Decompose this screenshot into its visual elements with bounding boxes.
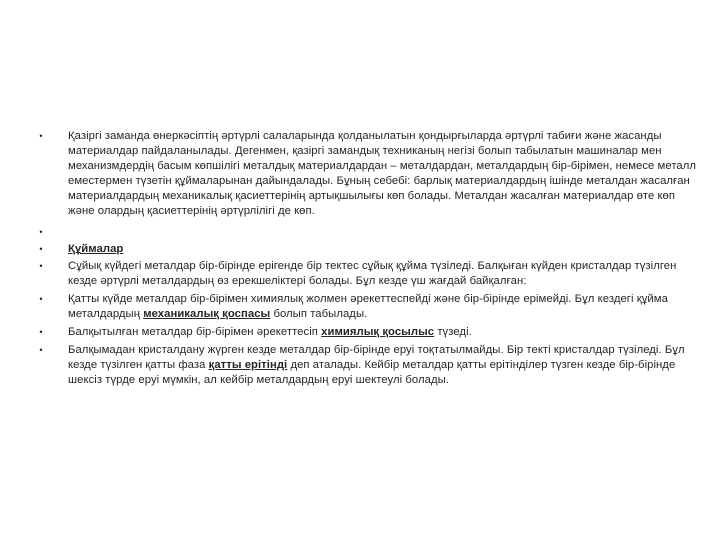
chemical-compound-term: химиялық қосылыс	[321, 326, 435, 338]
solid-solution-text-end: деп аталады. Кейбір металдар қатты ерітінділер түзген кезде бір-бірінде шексіз түрде еруі мүмкін, ал кейбір металдардың еруі шектеулі болады.	[68, 359, 676, 386]
chemical-compound-text-end: түзеді.	[434, 326, 472, 338]
list-item-heading	[36, 242, 700, 257]
solid-solution-term: қатты ерітінді	[208, 359, 288, 371]
list-item-mechanical-mixture	[36, 292, 700, 322]
chemical-compound-text: Балқытылған металдар бір-бірімен әрекеттесіп	[68, 326, 322, 338]
mechanical-mixture-text-end: болып табылады.	[270, 308, 368, 320]
section-heading: Құймалар	[68, 243, 124, 255]
bullet-dot-icon: •	[39, 261, 43, 271]
liquid-alloys-paragraph: Сұйық күйдегі металдар бір-бірінде ерігенде бір тектес сұйық құйма түзіледі. Балқыған күйден кристалдар түзілген кезде әртүрлі металдардың өз ерекшеліктері болады. Бұл кезде үш жағдай байқалған:	[68, 260, 677, 287]
bullet-dot-icon: •	[39, 327, 43, 337]
list-item-liquid-alloys	[36, 259, 700, 289]
list-item-intro	[36, 129, 700, 219]
bullet-dot-icon: •	[39, 244, 43, 254]
bullet-list	[36, 129, 700, 388]
bullet-dot-icon: •	[39, 345, 43, 355]
list-item-empty	[36, 225, 700, 240]
mechanical-mixture-text: Қатты күйде металдар бір-бірімен химиялық жолмен әрекеттеспейді және бір-бірінде ерімейді. Бұл кездегі құйма металдардың	[68, 293, 668, 320]
mechanical-mixture-term: механикалық қоспасы	[143, 308, 271, 320]
list-item-solid-solution	[36, 343, 700, 388]
bullet-dot-icon: •	[39, 294, 43, 304]
bullet-dot-icon: •	[39, 227, 43, 237]
bullet-dot-icon: •	[39, 131, 43, 141]
intro-paragraph: Қазіргі заманда өнеркәсіптің әртүрлі салаларында қолданылатын қондырғыларда әртүрлі табиғи және жасанды материалдар пайдаланылады. Дегенмен, қазіргі замандық техниканың негізі болып табылатын машиналар мен механизмдердің басым көпшілігі металдық материалдардан – металдардан, металдардың бір-бірімен, немесе металл еместермен түзетін құймаларынан дайындалады. Бұның себебі: барлық материалдардың ішінде металдан жасалған материалдардың механикалық қасиеттерінің артықшылығы көп болады. Металдан жасалған материалдар өте көп және олардың қасиеттерінің әртүрлілігі де көп.	[68, 130, 697, 217]
list-item-chemical-compound	[36, 325, 700, 340]
solid-solution-text: Балқымадан кристалдану жүрген кезде металдар бір-бірінде еруі тоқтатылмайды. Бір текті кристалдар түзіледі. Бұл кезде түзілген қатты фаза	[68, 344, 685, 371]
